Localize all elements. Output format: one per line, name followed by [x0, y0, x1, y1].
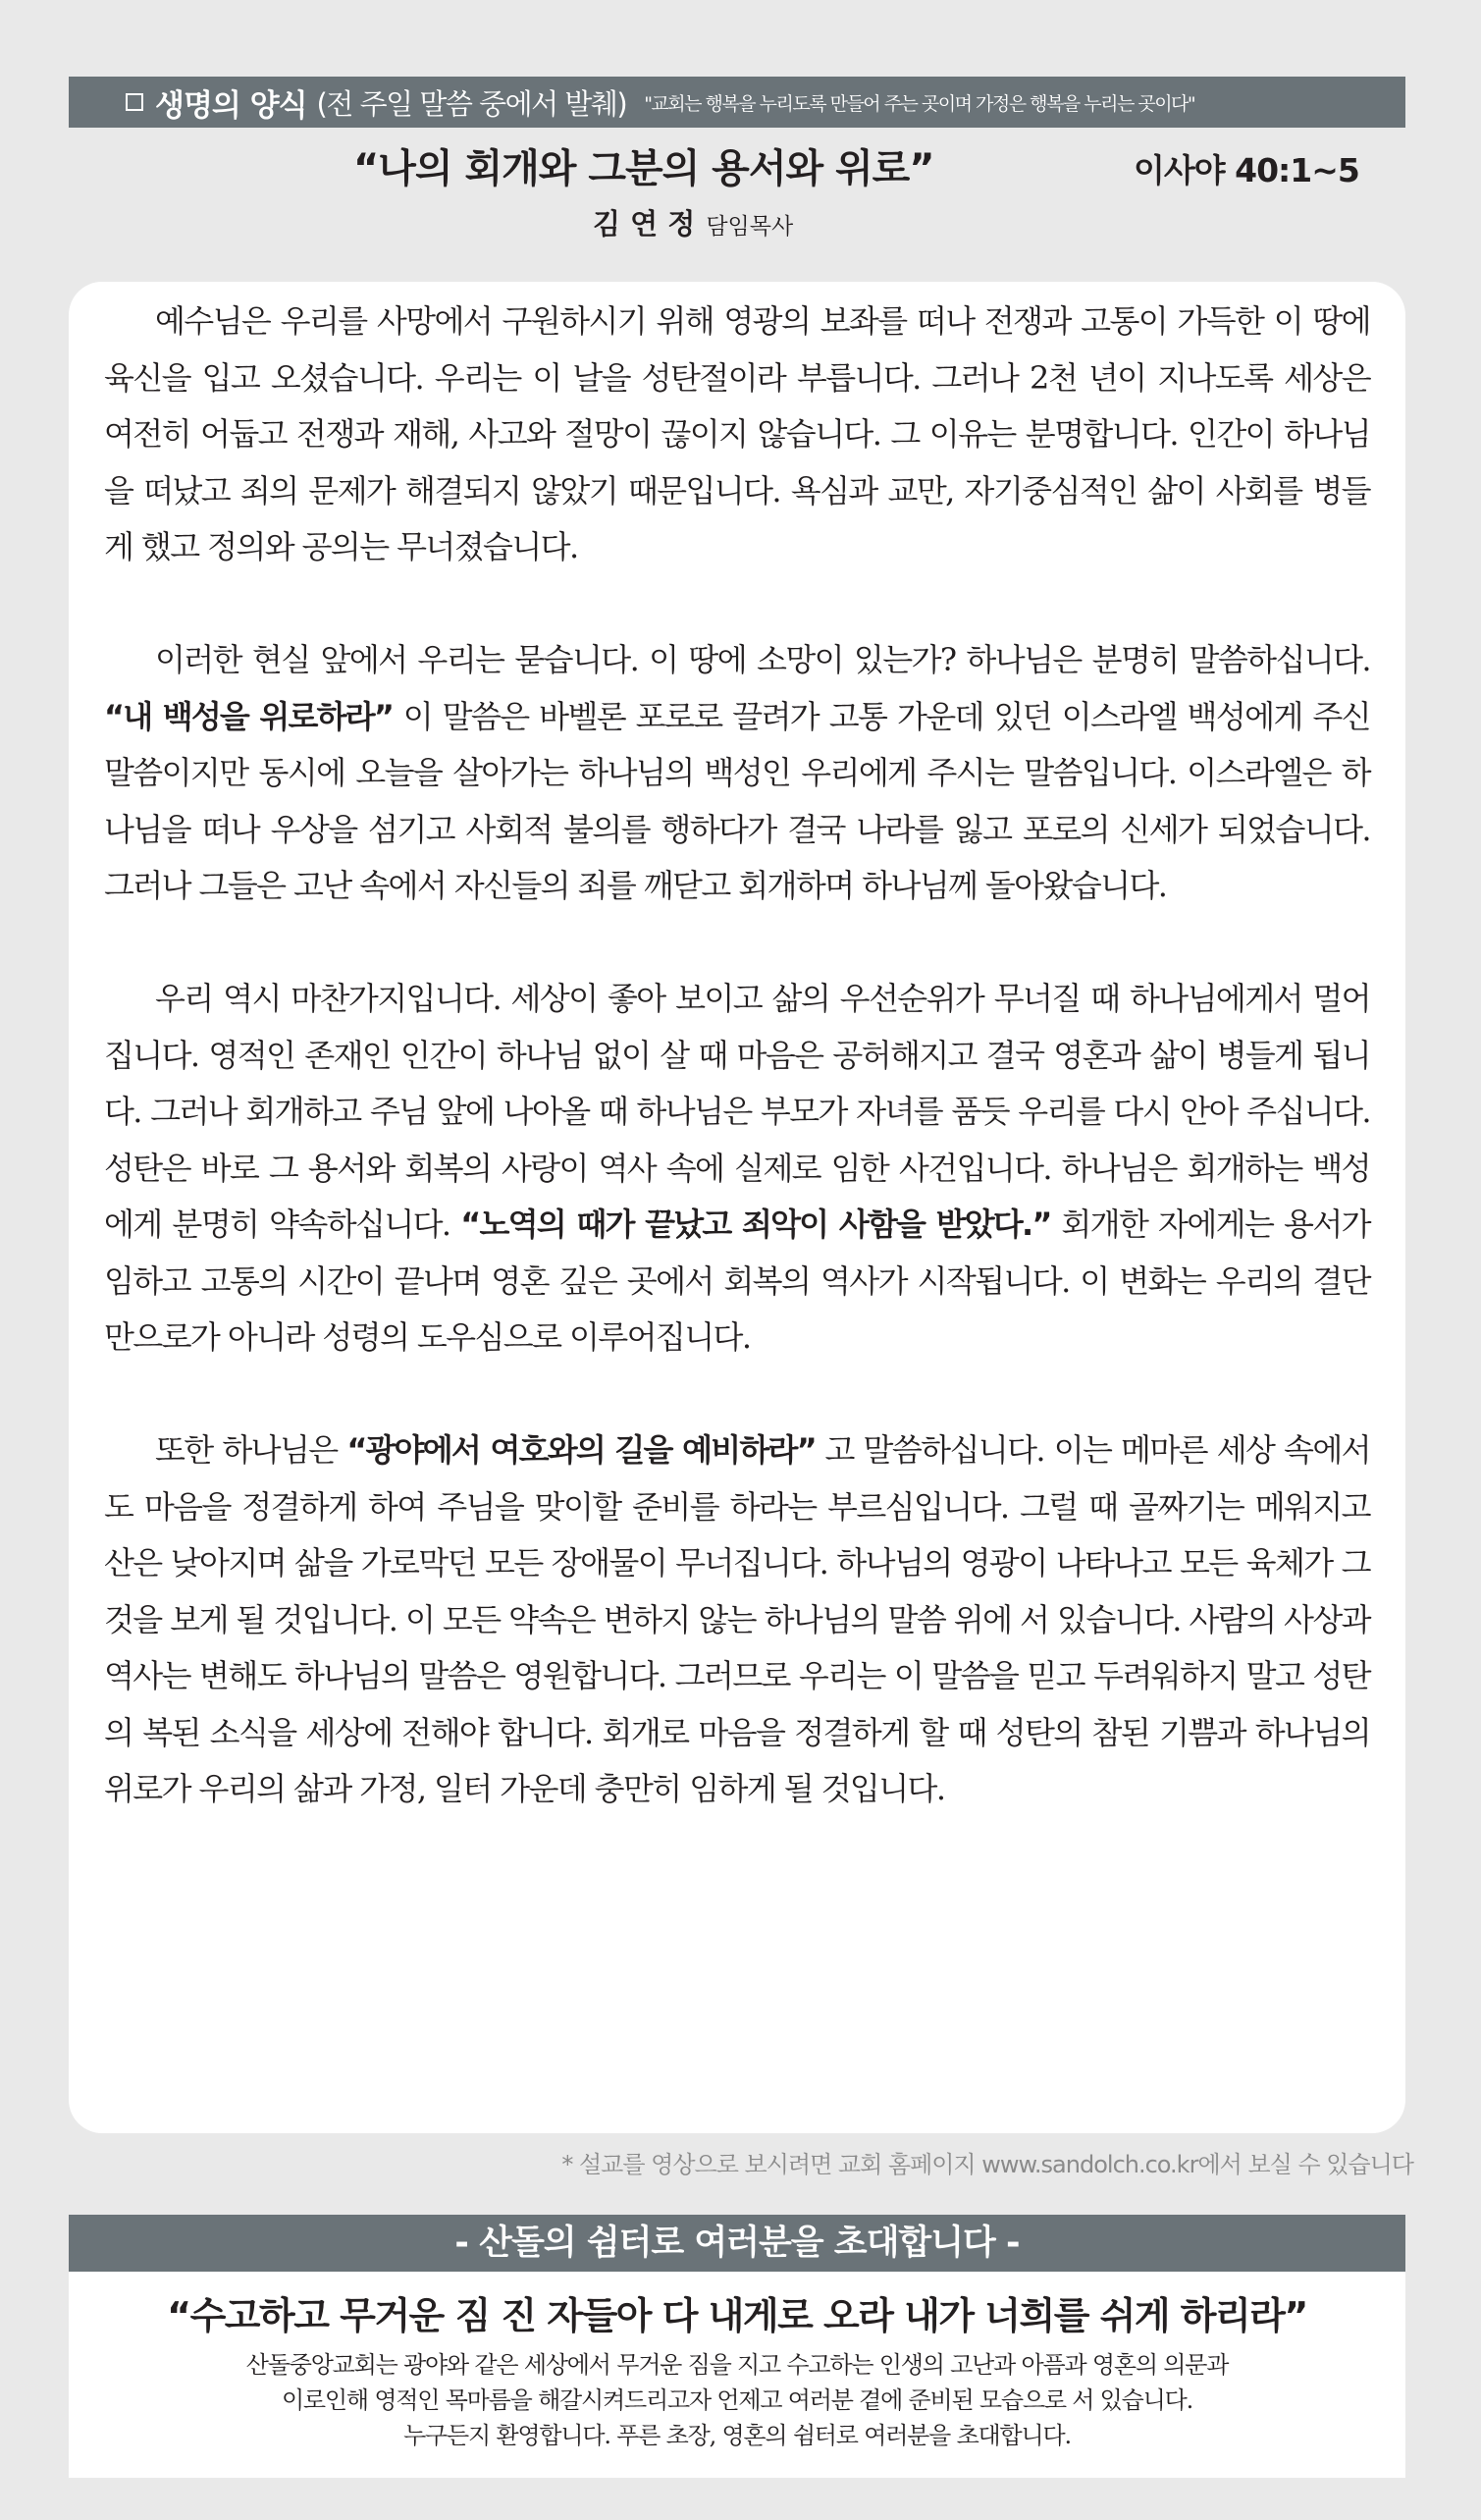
- bold-quote: “노역의 때가 끝났고 죄악이 사함을 받았다.”: [460, 1206, 1051, 1243]
- paragraph-text: 회개한 자에게는 용서가 임하고 고통의 시간이 끝나며 영혼 깊은 곳에서 회복의 역사가 시작됩니다. 이 변화는 우리의 결단만으로가 아니라 성령의 도우심으로 이루어집니다.: [104, 1206, 1370, 1356]
- paragraph-text: 고 말씀하십니다. 이는 메마른 세상 속에서도 마음을 정결하게 하여 주님을 맞이할 준비를 하라는 부르심입니다. 그럴 때 골짜기는 메워지고 산은 낮아지며 삶을 가로막던 모든 장애물이 무너집니다. 하나님의 영광이 나타나고 모든 육체가 그것을 보게 될 것입니다. 이 모든 약속은 변하지 않는 하나님의 말씀 위에 서 있습니다. 사람의 사상과 역사는 변해도 하나님의 말씀은 영원합니다. 그러므로 우리는 이 말씀을 믿고 두려워하지 말고 성탄의 복된 소식을 세상에 전해야 합니다. 회개로 마음을 정결하게 할 때 성탄의 참된 기쁨과 하나님의 위로가 우리의 삶과 가정, 일터 가운데 충만히 임하게 될 것입니다.: [104, 1431, 1370, 1807]
- paragraph-text: 이러한 현실 앞에서 우리는 묻습니다. 이 땅에 소망이 있는가? 하나님은 분명히 말씀하십니다.: [155, 641, 1370, 678]
- sermon-paragraph-4: [104, 1422, 1370, 1818]
- bold-quote: “광야에서 여호와의 길을 예비하라”: [346, 1431, 816, 1469]
- square-bullet-icon: [126, 93, 143, 111]
- section-subtitle: (전 주일 말씀 중에서 발췌): [316, 86, 627, 121]
- invitation-line: 이로인해 영적인 목마름을 해갈시켜드리고자 언제고 여러분 곁에 준비된 모습으로 서 있습니다.: [281, 2386, 1193, 2414]
- invitation-box: [69, 2272, 1405, 2478]
- section-name: 생명의 양식: [155, 87, 307, 124]
- scripture-reference: 이사야 40:1~5: [1134, 151, 1359, 189]
- invitation-text: [69, 2347, 1405, 2453]
- sermon-body-card: [69, 282, 1405, 2133]
- bold-quote: “내 백성을 위로하라”: [104, 697, 394, 735]
- sermon-title: “나의 회개와 그분의 용서와 위로”: [353, 146, 934, 191]
- preacher-name: 김 연 정: [593, 207, 696, 241]
- sermon-paragraph-3: [104, 971, 1370, 1367]
- paragraph-text: 또한 하나님은: [155, 1431, 347, 1469]
- invitation-quote: “수고하고 무거운 짐 진 자들아 다 내게로 오라 내가 너희를 쉬게 하리라”: [167, 2294, 1307, 2337]
- paragraph-text: 우리 역시 마찬가지입니다. 세상이 좋아 보이고 삶의 우선순위가 무너질 때 하나님에게서 멀어집니다. 영적인 존재인 인간이 하나님 없이 살 때 마음은 공허해지고 결국 영혼과 삶이 병들게 됩니다. 그러나 회개하고 주님 앞에 나아올 때 하나님은 부모가 자녀를 품듯 우리를 다시 안아 주십니다. 성탄은 바로 그 용서와 회복의 사랑이 역사 속에 실제로 임한 사건입니다. 하나님은 회개하는 백성에게 분명히 약속하십니다.: [104, 980, 1370, 1243]
- invitation-line: 산돌중앙교회는 광야와 같은 세상에서 무거운 짐을 지고 수고하는 인생의 고난과 아픔과 영혼의 의문과: [245, 2351, 1229, 2379]
- section-header-bar: [69, 77, 1405, 128]
- invitation-line: 누구든지 환영합니다. 푸른 초장, 영혼의 쉼터로 여러분을 초대합니다.: [403, 2422, 1071, 2449]
- church-motto: "교회는 행복을 누리도록 만들어 주는 곳이며 가정은 행복을 누리는 곳이다": [644, 92, 1195, 115]
- preacher-role: 담임목사: [706, 214, 794, 240]
- sermon-title-row: [69, 137, 1405, 196]
- sermon-paragraph-2: [104, 632, 1370, 915]
- preacher-credit: [593, 202, 793, 242]
- invitation-banner: - 산돌의 쉼터로 여러분을 초대합니다 -: [69, 2215, 1405, 2272]
- paragraph-text: 이 말씀은 바벨론 포로로 끌려가 고통 가운데 있던 이스라엘 백성에게 주신 말씀이지만 동시에 오늘을 살아가는 하나님의 백성인 우리에게 주시는 말씀입니다. 이스라엘은 하나님을 떠나 우상을 섬기고 사회적 불의를 행하다가 결국 나라를 잃고 포로의 신세가 되었습니다. 그러나 그들은 고난 속에서 자신들의 죄를 깨닫고 회개하며 하나님께 돌아왔습니다.: [104, 697, 1370, 904]
- sermon-paragraph-1: 예수님은 우리를 사망에서 구원하시기 위해 영광의 보좌를 떠나 전쟁과 고통이 가득한 이 땅에 육신을 입고 오셨습니다. 우리는 이 날을 성탄절이라 부릅니다. 그러나 2천 년이 지나도록 세상은 여전히 어둡고 전쟁과 재해, 사고와 절망이 끊이지 않습니다. 그 이유는 분명합니다. 인간이 하나님을 떠났고 죄의 문제가 해결되지 않았기 때문입니다. 욕심과 교만, 자기중심적인 삶이 사회를 병들게 했고 정의와 공의는 무너졌습니다.: [104, 302, 1370, 565]
- video-footnote: * 설교를 영상으로 보시려면 교회 홈페이지 www.sandolch.co.kr에서 보실 수 있습니다: [561, 2151, 1413, 2178]
